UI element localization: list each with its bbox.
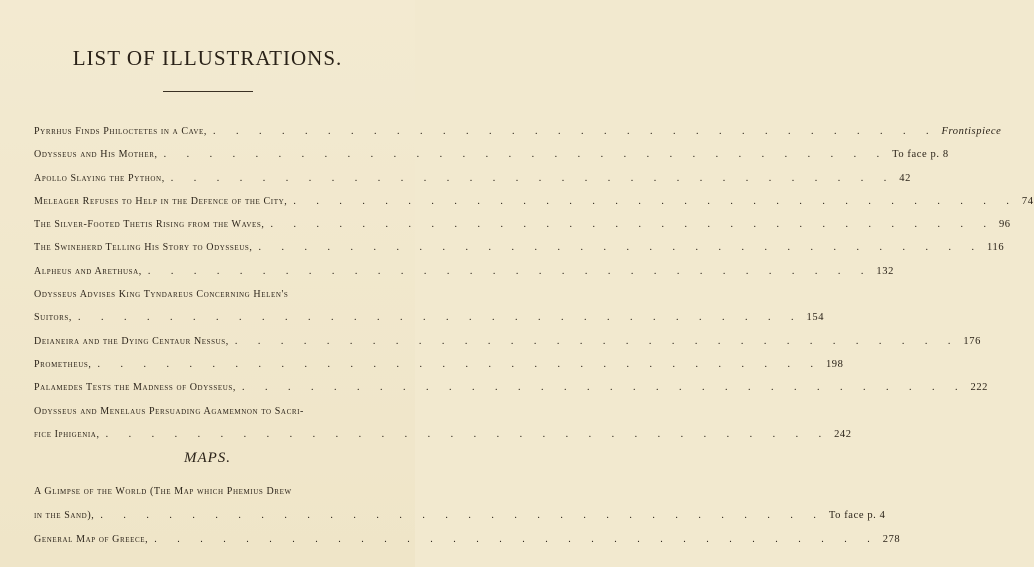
page-number: 154: [806, 312, 825, 324]
illustration-entry: [34, 167, 911, 190]
illustration-entry: [34, 236, 1005, 259]
leader-dots: . . . . . . . . . . . . . . . . . . . . . . . . . . . . . . . .: [147, 265, 873, 277]
leader-dots: . . . . . . . . . . . . . . . . . . . . . . . . . . . . . . . .: [213, 126, 938, 137]
page-number: 198: [825, 358, 844, 370]
map-entry: [34, 528, 901, 552]
illustration-entry: [34, 330, 981, 353]
entry-title: The Swineherd Telling His Story to Odysseus,: [34, 242, 253, 254]
illustration-entry: [34, 423, 852, 446]
illustration-entry: [34, 400, 384, 423]
page-number: To face p. 4: [828, 510, 886, 521]
illustration-entry: [34, 213, 1011, 236]
page-number: 132: [876, 265, 894, 277]
map-entry: [34, 480, 384, 504]
illustration-entry: [34, 143, 949, 166]
illustration-entry: [34, 120, 1002, 143]
page-number: 242: [834, 428, 852, 440]
leader-dots: . . . . . . . . . . . . . . . . . . . . . . . . . . . . . . . .: [241, 382, 967, 394]
illustration-entry: [34, 353, 844, 376]
illustration-entry: [34, 260, 894, 283]
page-number: 222: [970, 382, 989, 394]
entry-title: Prometheus,: [34, 358, 92, 370]
page-number: 42: [899, 172, 911, 184]
illustrations-list: [34, 120, 1034, 446]
illustration-entry: [34, 283, 384, 306]
entry-title: Apollo Slaying the Python,: [34, 172, 165, 184]
page-number: To face p. 8: [892, 149, 949, 161]
entry-title: Deianeira and the Dying Centaur Nessus,: [34, 335, 229, 347]
page-number: 116: [987, 242, 1005, 254]
entry-title: Odysseus and Menelaus Persuading Agamemnon to Sacri-: [34, 405, 304, 417]
entry-title: Suitors,: [34, 312, 73, 324]
map-entry: [34, 504, 886, 528]
leader-dots: . . . . . . . . . . . . . . . . . . . . . . . . . . . . . . . .: [258, 242, 984, 254]
leader-dots: . . . . . . . . . . . . . . . . . . . . . . . . . . . . . . . .: [270, 219, 995, 231]
leader-dots: . . . . . . . . . . . . . . . . . . . . . . . . . . . . . . . .: [105, 428, 831, 440]
entry-title: A Glimpse of the World (The Map which Phemius Drew: [34, 486, 292, 497]
page-number: 74: [1021, 195, 1034, 207]
leader-dots: . . . . . . . . . . . . . . . . . . . . . . . . . . . . . . . .: [97, 358, 822, 370]
entry-title: Alpheus and Arethusa,: [34, 265, 142, 277]
leader-dots: . . . . . . . . . . . . . . . . . . . . . . . . . . . . . . . .: [234, 335, 960, 347]
entry-title: in the Sand),: [34, 510, 95, 521]
leader-dots: . . . . . . . . . . . . . . . . . . . . . . . . . . . . . . . .: [78, 312, 803, 324]
entry-title: Pyrrhus Finds Philoctetes in a Cave,: [34, 126, 207, 137]
leader-dots: . . . . . . . . . . . . . . . . . . . . . . . . . . . . . . . .: [100, 510, 825, 521]
illustration-entry: [34, 306, 825, 329]
maps-list: [34, 480, 901, 552]
leader-dots: . . . . . . . . . . . . . . . . . . . . . . . . . . . . . . . .: [154, 534, 879, 545]
illustration-entry: [34, 190, 1034, 213]
illustration-entry: [34, 376, 989, 399]
entry-title: Meleager Refuses to Help in the Defence of the City,: [34, 195, 288, 207]
page-number: Frontispiece: [941, 126, 1002, 137]
leader-dots: . . . . . . . . . . . . . . . . . . . . . . . . . . . . . . . .: [293, 195, 1018, 207]
leader-dots: . . . . . . . . . . . . . . . . . . . . . . . . . . . . . . . .: [163, 149, 889, 161]
page-number: 278: [882, 534, 901, 545]
entry-title: General Map of Greece,: [34, 534, 149, 545]
entry-title: Odysseus Advises King Tyndareus Concerning Helen's: [34, 289, 289, 301]
title-rule: [163, 91, 253, 92]
leader-dots: . . . . . . . . . . . . . . . . . . . . . . . . . . . . . . . .: [170, 172, 896, 184]
entry-title: Palamedes Tests the Madness of Odysseus,: [34, 382, 236, 394]
entry-title: Odysseus and His Mother,: [34, 149, 158, 161]
entry-title: fice Iphigenia,: [34, 428, 100, 440]
page-number: 176: [963, 335, 981, 347]
page-title: LIST OF ILLUSTRATIONS.: [72, 46, 343, 70]
page-number: 96: [998, 219, 1011, 231]
entry-title: The Silver-Footed Thetis Rising from the Waves,: [34, 219, 265, 231]
maps-heading: MAPS.: [183, 450, 232, 466]
